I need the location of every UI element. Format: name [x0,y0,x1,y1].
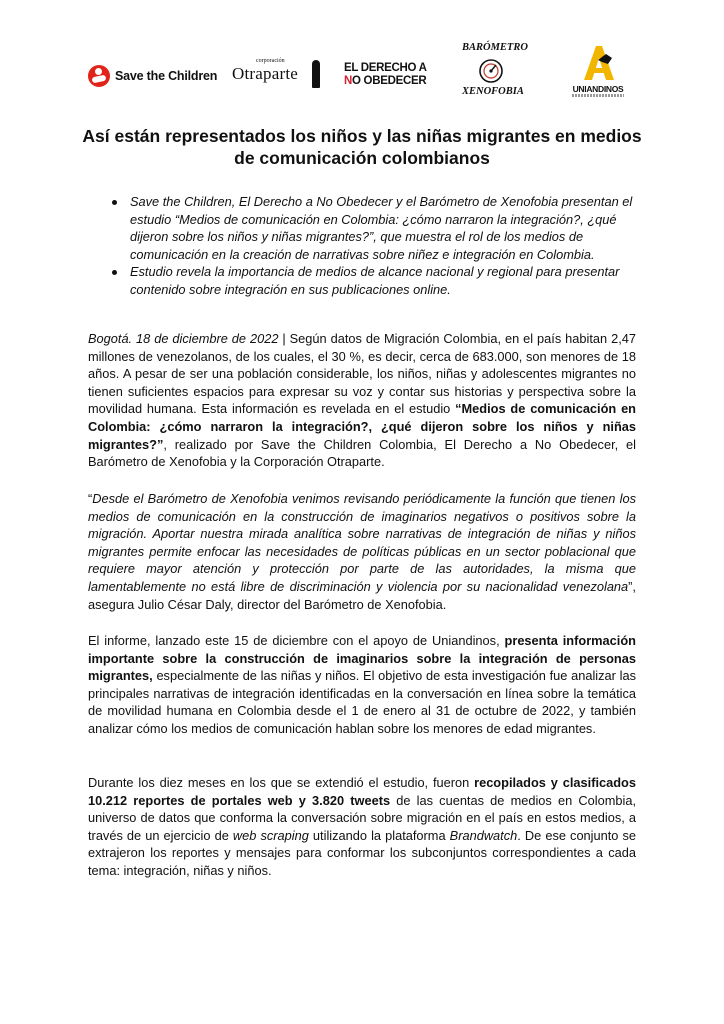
barometro-bottom-text: XENOFOBIA [462,86,524,97]
derecho-red-letter: N [344,75,353,87]
quote-text: Desde el Barómetro de Xenofobia venimos revisando periódicamente la función que tienen los medios de comunicación en la construcción de imaginarios negativos o positivos sobre la migración. Aportar nuestra mirada analítica sobre narrativas de integración de niñas y niños migrantes permite enfocar las necesidades de políticas públicas en un sector poblacional que requiere mayor atención y protección por parte de las autoridades, la misma que lamentablemente no está libre de discriminación y violencia por su nacionalidad venezolana [88,491,636,594]
save-the-children-wordmark: Save the Children [115,69,218,83]
paragraph-text: especialmente de las niñas y niños. El objetivo de esta investigación fue analizar las principales narrativas de integración identificadas en la conversación en línea sobre la temática de movilidad humana en Colombia desde el 1 de enero al 31 de octubre de 2022, y también analizar cómo los medios de comunicación hablan sobre los menores de edad migrantes. [88,668,636,736]
partner-logos [0,38,724,108]
quote-attribution: ”, asegura Julio César Daly, director del Barómetro de Xenofobia. [88,578,636,612]
paragraph-text: | Según datos de Migración Colombia, en el país habitan 2,47 millones de venezolanos, de los cuales, el 30 %, es decir, cerca de 683.000, son menores de 18 años. A pesar de ser una población considerable, los niños, niñas y adolescentes migrantes no tienen suficientes espacios para expresar su voz y contar sus historias y perspectiva sobre la movilidad humana. Esta información es revelada en el estudio [88,331,636,417]
barometro-top-text: BARÓMETRO [462,42,528,53]
bullet-dot-icon [112,270,117,275]
study-title: “Medios de comunicación en Colombia: ¿cómo narraron la integración?, ¿qué dijeron sobre los niños y niñas migrantes?” [88,401,636,452]
uniandinos-tagline [572,94,624,97]
paragraph-text: El informe, lanzado este 15 de diciembre con el apoyo de Uniandinos, [88,633,505,648]
bullet-dot-icon [112,200,117,205]
save-the-children-icon [88,65,110,87]
dateline: Bogotá. 18 de diciembre de 2022 [88,331,279,346]
uniandinos-logo [572,44,624,100]
paragraph-text: utilizando la plataforma [308,827,450,843]
save-the-children-logo [88,60,217,92]
gauge-icon [474,56,508,84]
bullet-text: Save the Children, El Derecho a No Obedecer y el Barómetro de Xenofobia presentan el estudio “Medios de comunicación en Colombia: ¿cómo narraron la integración?, ¿qué dijeron sobre los niños y niñas migrantes?”, que muestra el rol de los medios de comunicación en la creación de narrativas sobre niñez e integración en Colombia. [130,194,633,262]
paragraph-text: . De ese conjunto se extrajeron los reportes y mensajes para conformar los subconjuntos correspondientes a cada tema: integración, niñas y niños. [88,827,637,878]
otraparte-subtitle: corporación [256,58,285,64]
paragraph-methodology [88,774,636,880]
paragraph-text: de las cuentas de medios en Colombia, universo de datos que conforma la conversación sobre migración en el país en estos medios, a través de un ejercicio de [88,792,636,843]
person-silhouette-icon [312,60,320,88]
paragraph-emphasis: presenta información importante sobre la construcción de imaginarios sobre la integración de personas migrantes, [88,633,636,684]
uniandinos-wordmark: UNIANDINOS [572,84,624,94]
bullet-item [96,263,636,298]
otraparte-logo [232,56,324,92]
quote-mark: “ [88,491,93,506]
paragraph-emphasis: recopilados y clasificados 10.212 reportes de portales web y 3.820 tweets [88,775,636,808]
paragraph-quote [88,490,636,613]
barometro-xenofobia-logo [462,40,528,104]
term-brandwatch: Brandwatch [449,827,518,843]
term-web-scraping: web scraping [232,827,309,843]
derecho-line-2 [344,75,427,88]
uniandinos-a-icon [576,44,620,82]
paragraph-text: Durante los diez meses en los que se extendió el estudio, fueron [88,775,475,790]
summary-bullets [96,193,636,299]
document-title: Así están representados los niños y las niñas migrantes en medios de comunicación colombianos [82,126,642,168]
derecho-a-no-obedecer-logo [344,62,427,88]
paragraph-report [88,632,636,738]
paragraph-intro [88,330,636,471]
otraparte-wordmark: Otraparte [232,64,298,83]
bullet-item [96,193,636,263]
derecho-line-2-text: O OBEDECER [352,75,427,87]
paragraph-text: , realizado por Save the Children Colombia, El Derecho a No Obedecer, el Barómetro de Xenofobia y la Corporación Otraparte. [88,436,636,470]
bullet-text: Estudio revela la importancia de medios de alcance nacional y regional para presentar contenido sobre integración en sus publicaciones online. [130,264,620,297]
derecho-line-1: EL DERECHO A [344,62,427,74]
